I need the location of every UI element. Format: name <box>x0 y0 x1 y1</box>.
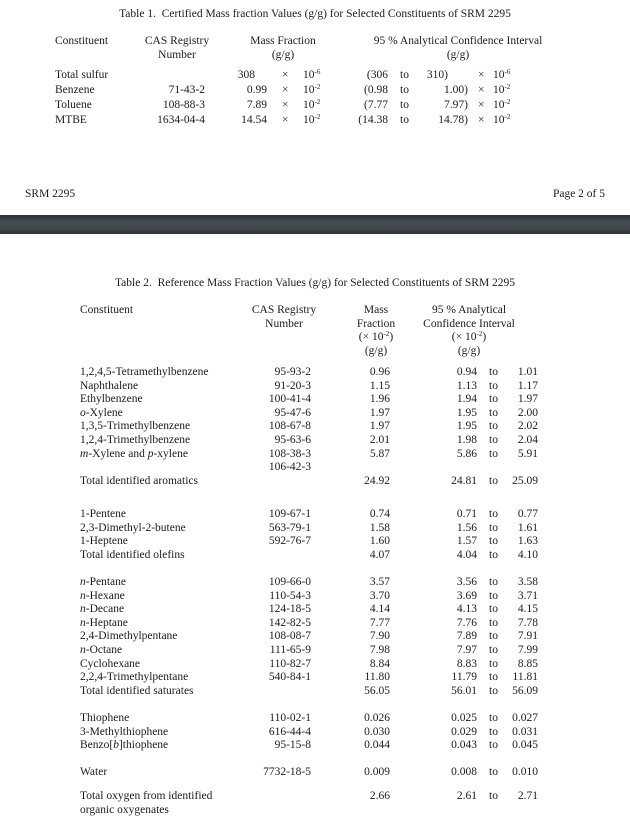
to-label: to <box>489 535 498 548</box>
ci-high-cell: 7.99 <box>517 643 538 656</box>
to-label: to <box>489 766 498 778</box>
table-row <box>0 393 630 407</box>
constituent-cell: n-Pentane <box>80 576 126 588</box>
table-row <box>0 790 630 816</box>
table-row <box>0 630 630 644</box>
mass-value-cell: 7.98 <box>369 643 390 656</box>
ci-low-cell: (14.38 <box>358 114 388 126</box>
ci-low-cell: 8.83 <box>456 657 477 670</box>
ci-high-cell: 4.10 <box>517 548 538 561</box>
constituent-cell: n-Heptane <box>80 616 128 629</box>
to-label: to <box>489 657 498 670</box>
to-label: to <box>489 630 498 643</box>
ci-high-cell: 310) <box>426 69 448 81</box>
table-row <box>0 113 630 128</box>
cas-number-cell: 109-67-1 <box>268 508 311 520</box>
table-row <box>0 475 630 489</box>
ci-low-cell: 5.86 <box>456 447 477 460</box>
to-label: to <box>489 433 498 446</box>
table-row <box>0 590 630 604</box>
table-row <box>0 644 630 658</box>
ci-low-cell: 11.79 <box>451 671 477 684</box>
multiply-sign: × <box>478 114 485 126</box>
ci-high-cell: 4.15 <box>517 603 538 616</box>
to-label: to <box>489 739 498 752</box>
ci-low-cell: 4.04 <box>456 548 477 561</box>
cas-number-cell: 110-82-7 <box>269 657 311 670</box>
ci-high-cell: 56.09 <box>512 684 538 697</box>
table1-header-ci-line2: (g/g) <box>446 48 470 61</box>
to-label: to <box>400 84 409 96</box>
table2-group-saturates <box>0 576 630 698</box>
to-label: to <box>489 393 498 406</box>
mass-value-cell: 7.90 <box>369 630 390 643</box>
cas-number-cell: 540-84-1 <box>268 671 311 684</box>
to-label: to <box>489 548 498 561</box>
constituent-cell: Total identified aromatics <box>80 474 198 487</box>
constituent-cell: Total sulfur <box>55 69 109 81</box>
ci-low-cell: 1.95 <box>456 406 477 419</box>
table-row <box>0 617 630 631</box>
constituent-cell: Naphthalene <box>80 379 139 392</box>
cas-number-cell: 563-79-1 <box>268 521 311 534</box>
mass-value-cell: 308 <box>237 69 255 81</box>
ci-low-cell: 0.025 <box>451 712 477 724</box>
table-row <box>0 434 630 448</box>
cas-number-cell: 110-54-3 <box>269 589 311 602</box>
table-row <box>0 461 630 475</box>
constituent-cell: 1,2,4,5-Tetramethylbenzene <box>80 366 209 378</box>
cas-number-cell: 124-18-5 <box>268 603 311 616</box>
table1-header-cas-line1: CAS Registry <box>144 35 210 47</box>
ci-low-cell: (306 <box>366 69 388 81</box>
mass-value-cell: 8.84 <box>369 657 390 670</box>
table2-header-mass-line1: Mass <box>363 304 389 316</box>
cas-number-cell: 106-42-3 <box>268 461 311 474</box>
table2-group-aromatics <box>0 366 630 488</box>
ci-low-cell: 7.97 <box>456 643 477 656</box>
mass-value-cell: 1.15 <box>369 379 390 392</box>
table2-header-mass-line3: (× $10^{-2}$) <box>358 330 394 343</box>
table-row <box>0 407 630 421</box>
ci-low-cell: 0.94 <box>456 366 477 378</box>
table-row <box>0 549 630 563</box>
ci-high-cell: 1.17 <box>517 379 538 392</box>
cas-number-cell: 108-67-8 <box>268 420 311 433</box>
ci-low-cell: (7.77 <box>364 99 388 111</box>
ci-high-cell: 7.78 <box>517 616 538 629</box>
cas-number-cell: 95-93-2 <box>274 366 311 378</box>
constituent-cell: Thiophene <box>80 712 130 724</box>
ci-low-cell: 7.89 <box>456 630 477 643</box>
ci-power-cell: $10^{-2}$ <box>493 83 511 96</box>
ci-high-cell: 0.045 <box>512 739 538 752</box>
to-label: to <box>489 406 498 419</box>
mass-power-cell: $10^{-2}$ <box>303 83 321 96</box>
table1-header-mass-line1: Mass Fraction <box>250 35 316 47</box>
ci-high-cell: 1.01 <box>517 366 538 378</box>
footer-page-number: Page 2 of 5 <box>552 188 605 200</box>
mass-power-cell: $10^{-2}$ <box>303 98 321 111</box>
ci-high-cell: 1.63 <box>517 535 538 548</box>
page-break-separator <box>0 215 630 234</box>
constituent-cell: Water <box>80 766 108 778</box>
to-label: to <box>489 589 498 602</box>
to-label: to <box>489 616 498 629</box>
cas-number-cell: 109-66-0 <box>268 576 311 588</box>
table-row <box>0 508 630 522</box>
to-label: to <box>489 474 498 487</box>
constituent-cell: Benzo[b]thiophene <box>80 739 169 752</box>
constituent-cell: Toluene <box>55 99 92 111</box>
mass-value-cell: 0.009 <box>364 766 390 778</box>
ci-low-cell: 1.94 <box>456 393 477 406</box>
constituent-cell: Total identified olefins <box>80 548 185 561</box>
table2-header-mass-line4: (g/g) <box>364 344 388 357</box>
mass-value-cell: 2.01 <box>369 433 390 446</box>
ci-power-cell: $10^{-6}$ <box>493 68 511 81</box>
cas-number-cell: 142-82-5 <box>268 616 311 629</box>
ci-high-cell: 1.61 <box>517 521 538 534</box>
ci-low-cell: 3.56 <box>456 576 477 588</box>
table-row <box>0 576 630 590</box>
mass-power-cell: $10^{-2}$ <box>303 113 321 126</box>
table-row <box>0 522 630 536</box>
to-label: to <box>400 99 409 111</box>
cas-number-cell: 7732-18-5 <box>263 766 311 778</box>
cas-number-cell: 95-15-8 <box>274 739 311 752</box>
multiply-sign: × <box>282 69 289 81</box>
mass-value-cell: 2.66 <box>369 790 390 802</box>
to-label: to <box>489 712 498 724</box>
table-row <box>0 83 630 98</box>
ci-high-cell: 2.04 <box>517 433 538 446</box>
ci-high-cell: 2.71 <box>517 790 538 802</box>
constituent-cell: 3-Methylthiophene <box>80 725 169 738</box>
table-row <box>0 98 630 113</box>
ci-high-cell: 7.97) <box>444 99 468 111</box>
mass-value-cell: 0.030 <box>364 725 390 738</box>
to-label: to <box>489 420 498 433</box>
cas-number-cell: 108-38-3 <box>268 447 311 460</box>
table2-header-ci-line4: (g/g) <box>457 344 481 357</box>
to-label: to <box>489 603 498 616</box>
mass-value-cell: 14.54 <box>241 114 267 126</box>
ci-high-cell: 7.91 <box>517 630 538 643</box>
table2-header-ci-line3: (× $10^{-2}$) <box>451 330 487 343</box>
ci-low-cell: 0.008 <box>451 766 477 778</box>
to-label: to <box>489 725 498 738</box>
mass-value-cell: 24.92 <box>364 474 390 487</box>
mass-value-cell: 4.07 <box>369 548 390 561</box>
cas-number-cell: 95-47-6 <box>274 406 311 419</box>
table2-header-mass-line2: Fraction <box>356 317 396 330</box>
table2-header-cas-line2: Number <box>265 317 303 330</box>
table2-header-cas-line1: CAS Registry <box>251 304 317 316</box>
to-label: to <box>489 447 498 460</box>
constituent-cell: Total oxygen from identified organic oxygenates <box>80 790 213 816</box>
table-row <box>0 739 630 753</box>
constituent-cell: n-Decane <box>80 603 125 616</box>
mass-value-cell: 11.80 <box>364 671 390 684</box>
to-label: to <box>489 671 498 684</box>
constituent-cell: Total identified saturates <box>80 684 194 697</box>
cas-number-cell: 95-63-6 <box>274 433 311 446</box>
to-label: to <box>489 366 498 378</box>
mass-value-cell: 3.57 <box>369 576 390 588</box>
constituent-cell: Cyclohexane <box>80 657 141 670</box>
to-label: to <box>489 684 498 697</box>
constituent-cell: o-Xylene <box>80 406 123 419</box>
constituent-cell: 1-Pentene <box>80 508 126 520</box>
mass-value-cell: 7.89 <box>246 99 267 111</box>
ci-low-cell: 4.13 <box>456 603 477 616</box>
constituent-cell: 1,3,5-Trimethylbenzene <box>80 420 191 433</box>
table-row <box>0 68 630 83</box>
table-row <box>0 726 630 740</box>
table-row <box>0 658 630 672</box>
table-row <box>0 685 630 699</box>
ci-power-cell: $10^{-2}$ <box>493 98 511 111</box>
mass-value-cell: 1.96 <box>369 393 390 406</box>
mass-value-cell: 3.70 <box>369 589 390 602</box>
ci-high-cell: 3.58 <box>517 576 538 588</box>
constituent-cell: Ethylbenzene <box>80 393 143 406</box>
to-label: to <box>489 508 498 520</box>
constituent-cell: 2,4-Dimethylpentane <box>80 630 178 643</box>
table1-rows <box>0 68 630 128</box>
cas-number-cell: 91-20-3 <box>274 379 311 392</box>
ci-high-cell: 11.81 <box>512 671 538 684</box>
cas-number-cell: 108-08-7 <box>268 630 311 643</box>
ci-high-cell: 5.91 <box>517 447 538 460</box>
cas-number-cell: 1634-04-4 <box>157 114 205 126</box>
cas-number-cell: 592-76-7 <box>268 535 311 548</box>
constituent-cell: MTBE <box>55 114 87 126</box>
mass-value-cell: 0.99 <box>246 84 267 96</box>
cas-number-cell: 616-44-4 <box>268 725 311 738</box>
table2-header-ci-line2: Confidence Interval <box>423 317 515 330</box>
ci-high-cell: 14.78) <box>438 114 468 126</box>
ci-low-cell: 0.043 <box>451 739 477 752</box>
constituent-cell: 1-Heptene <box>80 535 128 548</box>
ci-low-cell: 7.76 <box>456 616 477 629</box>
ci-high-cell: 0.010 <box>512 766 538 778</box>
mass-value-cell: 0.026 <box>364 712 390 724</box>
cas-number-cell: 111-65-9 <box>269 643 311 656</box>
ci-high-cell: 0.77 <box>517 508 538 520</box>
constituent-cell: n-Octane <box>80 643 123 656</box>
mass-value-cell: 7.77 <box>369 616 390 629</box>
table1-header-constituent: Constituent <box>55 35 109 47</box>
ci-low-cell: 0.029 <box>451 725 477 738</box>
ci-low-cell: 1.57 <box>456 535 477 548</box>
table1-title: Table 1. Certified Mass fraction Values (g/g) for Selected Constituents of SRM 2295 <box>119 8 511 20</box>
table-row <box>0 380 630 394</box>
to-label: to <box>489 790 498 802</box>
ci-high-cell: 8.85 <box>517 657 538 670</box>
cas-number-cell: 100-41-4 <box>268 393 311 406</box>
constituent-cell: Benzene <box>55 84 95 96</box>
constituent-cell: n-Hexane <box>80 589 125 602</box>
table-row <box>0 603 630 617</box>
cas-number-cell: 71-43-2 <box>168 84 205 96</box>
ci-high-cell: 2.02 <box>517 420 538 433</box>
mass-value-cell: 1.97 <box>369 420 390 433</box>
multiply-sign: × <box>282 114 289 126</box>
mass-value-cell: 1.97 <box>369 406 390 419</box>
table2-title: Table 2. Reference Mass Fraction Values (g/g) for Selected Constituents of SRM 2295 <box>114 277 516 289</box>
ci-low-cell: 0.71 <box>456 508 477 520</box>
constituent-cell: 2,3-Dimethyl-2-butene <box>80 521 186 534</box>
table2-group-olefins <box>0 508 630 562</box>
constituent-cell: 1,2,4-Trimethylbenzene <box>80 433 191 446</box>
table-row <box>0 420 630 434</box>
to-label: to <box>400 114 409 126</box>
table-row <box>0 712 630 726</box>
ci-high-cell: 0.031 <box>512 725 538 738</box>
ci-low-cell: (0.98 <box>364 84 388 96</box>
to-label: to <box>489 521 498 534</box>
cas-number-cell: 110-02-1 <box>269 712 311 724</box>
table2-header-constituent: Constituent <box>80 304 134 316</box>
ci-high-cell: 1.97 <box>517 393 538 406</box>
mass-power-cell: $10^{-6}$ <box>303 68 321 81</box>
table1-header-mass-line2: (g/g) <box>271 48 295 61</box>
table-row <box>0 766 630 780</box>
to-label: to <box>400 69 409 81</box>
ci-high-cell: 0.027 <box>512 712 538 724</box>
mass-value-cell: 0.044 <box>364 739 390 752</box>
table-row <box>0 448 630 462</box>
ci-high-cell: 2.00 <box>517 406 538 419</box>
footer-document-id: SRM 2295 <box>25 188 76 200</box>
ci-low-cell: 1.56 <box>456 521 477 534</box>
ci-low-cell: 56.01 <box>451 684 477 697</box>
table-row <box>0 671 630 685</box>
mass-value-cell: 5.87 <box>369 447 390 460</box>
multiply-sign: × <box>282 84 289 96</box>
table2-group-thiophenes <box>0 712 630 753</box>
ci-high-cell: 25.09 <box>512 474 538 487</box>
multiply-sign: × <box>478 84 485 96</box>
table1-header-ci-line1: 95 % Analytical Confidence Interval <box>373 35 543 47</box>
mass-value-cell: 0.74 <box>369 508 390 520</box>
ci-power-cell: $10^{-2}$ <box>493 113 511 126</box>
to-label: to <box>489 576 498 588</box>
mass-value-cell: 1.58 <box>369 521 390 534</box>
ci-high-cell: 3.71 <box>517 589 538 602</box>
multiply-sign: × <box>478 69 485 81</box>
multiply-sign: × <box>478 99 485 111</box>
mass-value-cell: 56.05 <box>364 684 390 697</box>
ci-low-cell: 3.69 <box>456 589 477 602</box>
table2-group-water <box>0 766 630 780</box>
to-label: to <box>489 379 498 392</box>
ci-low-cell: 1.95 <box>456 420 477 433</box>
constituent-cell: m-Xylene and p-xylene <box>80 447 188 460</box>
table-row <box>0 366 630 380</box>
cas-number-cell: 108-88-3 <box>162 99 205 111</box>
ci-low-cell: 2.61 <box>456 790 477 802</box>
table1-header-cas-line2: Number <box>158 48 196 61</box>
mass-value-cell: 4.14 <box>369 603 390 616</box>
ci-high-cell: 1.00) <box>444 84 468 96</box>
table-row <box>0 535 630 549</box>
table2-group-oxygenates <box>0 790 630 816</box>
ci-low-cell: 24.81 <box>451 474 477 487</box>
ci-low-cell: 1.98 <box>456 433 477 446</box>
multiply-sign: × <box>282 99 289 111</box>
mass-value-cell: 0.96 <box>369 366 390 378</box>
mass-value-cell: 1.60 <box>369 535 390 548</box>
ci-low-cell: 1.13 <box>456 379 477 392</box>
constituent-cell: 2,2,4-Trimethylpentane <box>80 671 189 684</box>
to-label: to <box>489 643 498 656</box>
table2-header-ci-line1: 95 % Analytical <box>431 304 507 316</box>
